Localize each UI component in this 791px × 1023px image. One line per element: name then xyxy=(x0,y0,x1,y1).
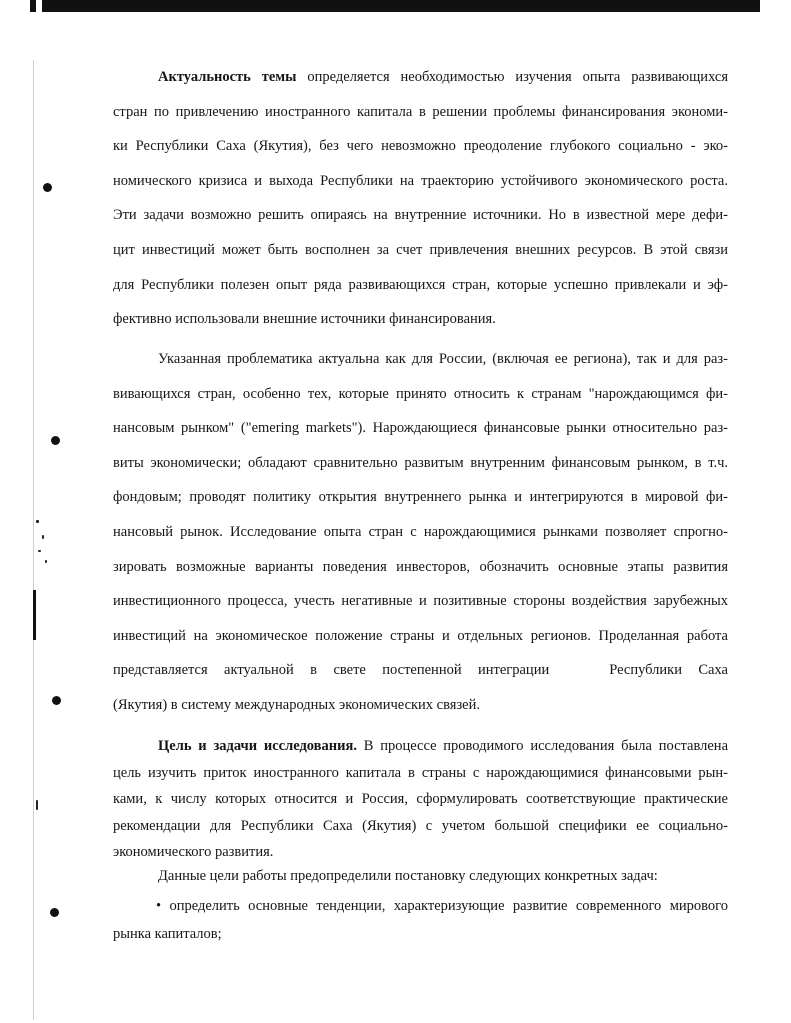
text-line: (Якутия) в систему международных экономических связей. xyxy=(113,696,480,713)
scan-left-edge xyxy=(33,60,34,1020)
task-item-line: рынка капиталов; xyxy=(113,926,222,942)
text-line: цель изучить приток иностранного капитала в страны с нарождающимися финансовыми рын- xyxy=(113,764,728,781)
paragraph-relevance xyxy=(113,60,728,337)
text-line: стран по привлечению иностранного капитала в решении проблемы финансирования экономи- xyxy=(113,103,728,120)
text-line: Цель и задачи исследования. В процессе проводимого исследования была поставлена xyxy=(158,738,728,754)
text-line: зировать возможные варианты поведения инвесторов, обозначить основные этапы развития xyxy=(113,558,728,575)
text-line: рекомендации для Республики Саха (Якутия) с учетом большой специфики ее социально- xyxy=(113,817,728,834)
text-line: инвестиций на экономическое положение страны и отдельных регионов. Проделанная работа xyxy=(113,627,728,644)
text-line: нансовый рынок. Исследование опыта стран с нарождающимися рынками позволяет спрогно- xyxy=(113,523,728,540)
text-line: инвестиционного процесса, учесть негативные и позитивные стороны воздействия зарубежных xyxy=(113,593,728,610)
scan-margin-mark xyxy=(33,590,36,640)
tasks-intro: Данные цели работы предопределили постановку следующих конкретных задач: xyxy=(158,868,658,884)
punch-hole xyxy=(52,696,61,705)
scan-speck xyxy=(36,520,39,523)
text-line: фективно использовали внешние источники финансирования. xyxy=(113,311,496,328)
text-line: Эти задачи возможно решить опираясь на внутренние источники. Но в известной мере дефи- xyxy=(113,207,728,224)
text-line: представляется актуальной в свете постепенной интеграции Республики Саха xyxy=(113,662,728,679)
scan-speck xyxy=(36,800,38,810)
punch-hole xyxy=(51,436,60,445)
scan-speck xyxy=(38,550,41,552)
punch-hole xyxy=(50,908,59,917)
scan-border-gap xyxy=(36,0,42,12)
scan-speck xyxy=(42,535,44,539)
punch-hole xyxy=(43,183,52,192)
text-line: Указанная проблематика актуальна как для России, (включая ее региона), так и для раз- xyxy=(158,351,728,367)
text-line: нансовым рынком" ("emering markets"). Нарождающиеся финансовые рынки относительно раз- xyxy=(113,420,728,437)
text-line: ки Республики Саха (Якутия), без чего невозможно преодоление глубокого социально - эко- xyxy=(113,138,728,155)
text-line: Актуальность темы определяется необходимостью изучения опыта развивающихся xyxy=(158,69,729,85)
text-line: для Республики полезен опыт ряда развивающихся стран, которые успешно привлекали и эф- xyxy=(113,276,728,293)
text-line: ками, к числу которых относится и Россия, сформулировать соответствующие практические xyxy=(113,791,728,807)
text-line: фондовым; проводят политику открытия внутреннего рынка и интегрируются в мировой фи- xyxy=(113,489,728,506)
task-item-line: • определить основные тенденции, характеризующие развитие современного мирового xyxy=(156,898,728,914)
text-line: цит инвестиций может быть восполнен за счет привлечения внешних ресурсов. В этой связи xyxy=(113,241,728,258)
text-line: вивающихся стран, особенно тех, которые принято относить к странам "нарождающимся фи- xyxy=(113,385,728,402)
scan-speck xyxy=(45,560,47,563)
scan-border-top xyxy=(30,0,760,12)
relevance-heading: Актуальность темы xyxy=(158,69,297,85)
text-line: экономического развития. xyxy=(113,844,274,860)
text-line: номического кризиса и выхода Республики на траекторию устойчивого экономического роста. xyxy=(113,172,728,189)
paragraph-problems xyxy=(113,342,728,723)
paragraph-goal xyxy=(113,733,728,866)
text-line: виты экономически; обладают сравнительно развитым внутренним финансовым рынком, в т.ч. xyxy=(113,454,728,471)
goal-heading: Цель и задачи исследования. xyxy=(158,738,357,754)
